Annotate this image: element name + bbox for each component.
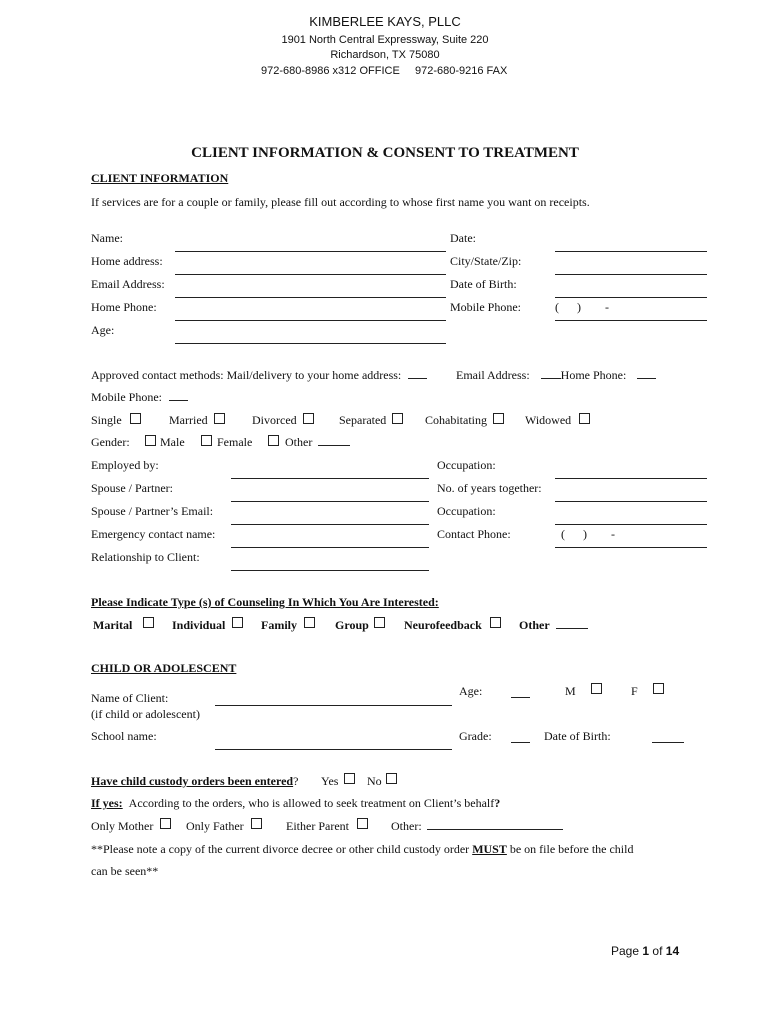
marital-separated-label: Separated [339,413,387,427]
marital-widowed-label: Widowed [525,413,572,427]
child-name-field[interactable] [215,705,452,706]
child-age-label: Age: [459,684,483,698]
custody-question: Have child custody orders been entered [91,774,294,788]
marital-cohabitating-checkbox[interactable] [493,413,504,424]
custody-note-start: **Please note a copy of the current divorce decree or other child custody order [91,842,470,856]
emergency-contact-field[interactable] [231,547,429,548]
email-label: Email Address: [91,277,165,291]
gender-other-checkbox[interactable] [268,435,279,446]
counseling-marital-checkbox[interactable] [143,617,154,628]
emergency-contact-label: Emergency contact name: [91,527,216,541]
contact-mobile-line [91,390,188,405]
marital-married-checkbox[interactable] [214,413,225,424]
custody-note-must: MUST [472,842,507,856]
occupation-label: Occupation: [437,458,496,472]
office-phone: 972-680-8986 x312 OFFICE [261,65,400,77]
custody-only-mother-label: Only Mother [91,819,154,833]
custody-no-label: No [367,774,382,788]
occupation-field[interactable] [555,478,707,479]
child-f-label: F [631,684,638,698]
counseling-neurofeedback-label: Neurofeedback [404,618,482,632]
dob-field[interactable] [555,297,707,298]
if-yes-question-mark: ? [494,796,501,810]
counseling-group-label: Group [335,618,369,632]
home-address-label: Home address: [91,254,163,268]
if-yes-label: If yes: [91,796,123,810]
custody-note-line [91,842,633,857]
child-f-checkbox[interactable] [653,683,664,694]
counseling-marital-label: Marital [93,618,133,632]
marital-single-checkbox[interactable] [130,413,141,424]
counseling-other-blank[interactable] [556,618,588,629]
contact-home-phone-label: Home Phone: [560,368,627,382]
mobile-phone-field[interactable] [555,320,707,321]
custody-only-father-checkbox[interactable] [251,818,262,829]
child-heading: CHILD OR ADOLESCENT [91,661,237,675]
counseling-individual-checkbox[interactable] [232,617,243,628]
custody-yes-checkbox[interactable] [344,773,355,784]
marital-single-label: Single [91,413,122,427]
contact-methods-line [91,368,427,383]
date-label: Date: [450,231,476,245]
custody-question-line [91,774,298,789]
spouse-occupation-field[interactable] [555,524,707,525]
custody-only-mother-checkbox[interactable] [160,818,171,829]
gender-other-blank[interactable] [318,435,350,446]
contact-mail-blank[interactable] [408,368,427,379]
years-together-label: No. of years together: [437,481,542,495]
age-label: Age: [91,323,115,337]
gender-other-line [285,435,350,450]
spouse-label: Spouse / Partner: [91,481,173,495]
home-phone-field[interactable] [175,320,446,321]
custody-either-parent-label: Either Parent [286,819,349,833]
relationship-label: Relationship to Client: [91,550,200,564]
employed-by-label: Employed by: [91,458,159,472]
years-together-field[interactable] [555,501,707,502]
child-m-checkbox[interactable] [591,683,602,694]
child-dob-label: Date of Birth: [544,729,611,743]
gender-female-checkbox[interactable] [201,435,212,446]
counseling-family-checkbox[interactable] [304,617,315,628]
city-state-zip-label: City/State/Zip: [450,254,522,268]
custody-other-line [391,819,563,834]
page-current: 1 [642,944,650,958]
date-field[interactable] [555,251,707,252]
address-line-1: 1901 North Central Expressway, Suite 220 [281,34,489,46]
custody-only-father-label: Only Father [186,819,244,833]
if-yes-text: According to the orders, who is allowed to seek treatment on Client’s behalf [128,796,495,810]
counseling-other-label: Other [519,618,550,632]
email-field[interactable] [175,297,446,298]
marital-widowed-checkbox[interactable] [579,413,590,424]
child-m-label: M [565,684,576,698]
contact-phone-format: ( ) - [561,527,615,541]
child-name-label: Name of Client: [91,691,169,705]
child-age-field[interactable] [511,697,530,698]
counseling-heading: Please Indicate Type (s) of Counseling In Which You Are Interested: [91,595,439,609]
dob-label: Date of Birth: [450,277,517,291]
page-title: CLIENT INFORMATION & CONSENT TO TREATMENT [191,145,579,161]
custody-yes-label: Yes [321,774,339,788]
gender-other-label: Other [285,435,313,449]
page-total: 14 [665,944,680,958]
counseling-family-label: Family [261,618,297,632]
school-field[interactable] [215,749,452,750]
counseling-group-checkbox[interactable] [374,617,385,628]
contact-phone-field[interactable] [555,547,707,548]
client-info-intro: If services are for a couple or family, please fill out according to whose first name you want on receipts. [91,195,590,209]
spouse-field[interactable] [231,501,429,502]
client-info-heading: CLIENT INFORMATION [91,171,229,185]
mobile-phone-format: ( ) - [555,300,609,314]
fax-number: 972-680-9216 FAX [415,65,508,77]
name-field[interactable] [175,251,446,252]
contact-mobile-label: Mobile Phone: [91,390,162,404]
marital-cohabitating-label: Cohabitating [425,413,487,427]
gender-label: Gender: [91,435,130,449]
spouse-occupation-label: Occupation: [437,504,496,518]
spouse-email-field[interactable] [231,524,429,525]
company-name: KIMBERLEE KAYS, PLLC [309,14,461,29]
child-dob-field[interactable] [652,742,684,743]
marital-separated-checkbox[interactable] [392,413,403,424]
contact-email-line [456,368,656,383]
home-phone-label: Home Phone: [91,300,157,314]
page-of-word: of [652,944,663,958]
custody-question-mark: ? [293,774,299,788]
relationship-field[interactable] [231,570,429,571]
counseling-individual-label: Individual [172,618,226,632]
custody-either-parent-checkbox[interactable] [357,818,368,829]
spouse-email-label: Spouse / Partner’s Email: [91,504,214,518]
grade-field[interactable] [511,742,530,743]
contact-methods-label: Approved contact methods: [91,368,224,382]
employed-by-field[interactable] [231,478,429,479]
counseling-other-line [519,618,588,633]
page-number [611,944,679,958]
name-label: Name: [91,231,123,245]
custody-note-end: be on file before the child [509,842,634,856]
address-line-2: Richardson, TX 75080 [330,49,440,61]
marital-married-label: Married [169,413,208,427]
school-label: School name: [91,729,157,743]
custody-no-checkbox[interactable] [386,773,397,784]
grade-label: Grade: [459,729,492,743]
marital-divorced-label: Divorced [252,413,297,427]
contact-email-label: Email Address: [456,368,530,382]
counseling-neurofeedback-checkbox[interactable] [490,617,501,628]
marital-divorced-checkbox[interactable] [303,413,314,424]
custody-note-line-2: can be seen** [91,864,159,878]
gender-male-checkbox[interactable] [145,435,156,446]
city-state-zip-field[interactable] [555,274,707,275]
mobile-phone-label: Mobile Phone: [450,300,521,314]
age-field[interactable] [175,343,446,344]
contact-phone-label: Contact Phone: [437,527,511,541]
if-yes-line [91,796,500,811]
page-word: Page [611,944,640,958]
gender-male-label: Male [160,435,185,449]
gender-female-label: Female [217,435,253,449]
custody-other-blank[interactable] [427,819,563,830]
contact-home-phone-blank[interactable] [637,368,656,379]
contact-mail-label: Mail/delivery to your home address: [226,368,402,382]
contact-email-blank[interactable] [541,368,561,379]
home-address-field[interactable] [175,274,446,275]
contact-mobile-blank[interactable] [169,390,188,401]
custody-other-label: Other: [391,819,422,833]
child-name-note: (if child or adolescent) [91,707,200,721]
